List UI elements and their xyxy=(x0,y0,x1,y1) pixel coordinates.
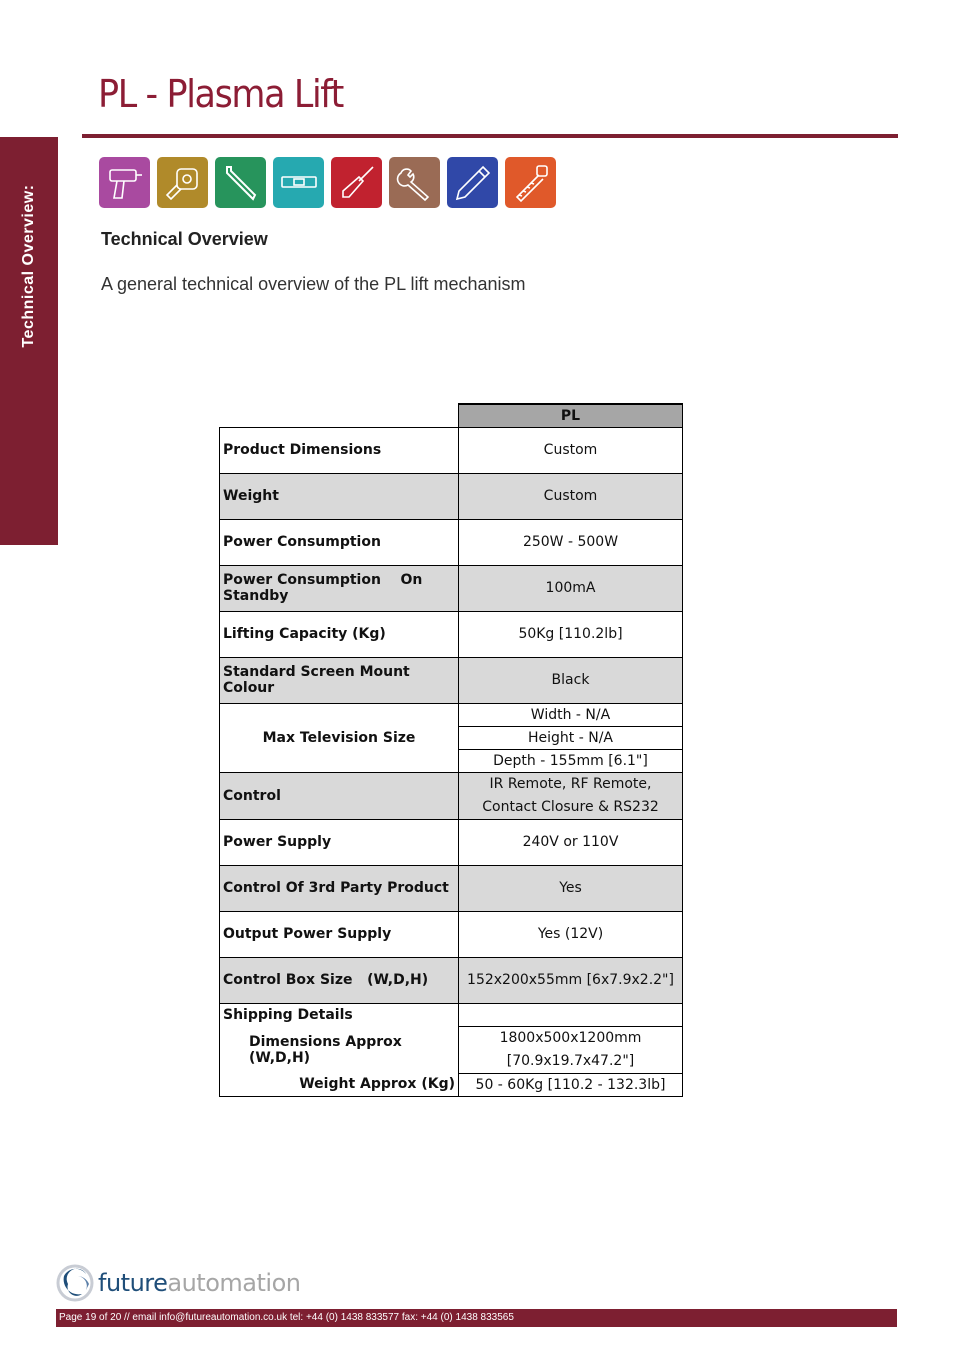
row-label: Shipping Details xyxy=(220,1003,459,1026)
table-row xyxy=(220,565,683,611)
table-row xyxy=(220,427,683,473)
row-value-control xyxy=(459,772,683,819)
row-value: Black xyxy=(459,657,683,703)
row-label: Power Consumption xyxy=(220,519,459,565)
value-line: [70.9x19.7x47.2"] xyxy=(506,1052,635,1069)
row-value: Yes (12V) xyxy=(459,911,683,957)
row-value: 100mA xyxy=(459,565,683,611)
table-row xyxy=(220,1003,683,1026)
table-row xyxy=(220,1073,683,1096)
page-title: PL - Plasma Lift xyxy=(98,72,343,116)
table-row xyxy=(220,473,683,519)
logo-wordmark xyxy=(98,1269,300,1297)
table-row xyxy=(220,657,683,703)
table-row xyxy=(220,519,683,565)
logo-word-automation: automation xyxy=(167,1269,301,1297)
label-part: On xyxy=(400,572,423,588)
row-label: Control Of 3rd Party Product xyxy=(220,865,459,911)
table-row xyxy=(220,611,683,657)
title-divider xyxy=(82,134,898,138)
footer-bar xyxy=(56,1309,897,1327)
screwdriver-icon xyxy=(331,157,382,208)
label-part: Power Consumption xyxy=(223,572,381,588)
row-label-standby xyxy=(220,565,459,611)
swirl-logo-icon xyxy=(56,1264,94,1302)
table-row xyxy=(220,772,683,819)
table-row xyxy=(220,703,683,726)
row-label: Weight xyxy=(220,473,459,519)
row-value: Custom xyxy=(459,427,683,473)
section-description: A general technical overview of the PL lift mechanism xyxy=(101,274,526,294)
row-value: Yes xyxy=(459,865,683,911)
table-row xyxy=(220,957,683,1003)
row-label: Product Dimensions xyxy=(220,427,459,473)
row-value: Depth - 155mm [6.1"] xyxy=(459,749,683,772)
spirit-level-icon xyxy=(273,157,324,208)
drill-icon xyxy=(99,157,150,208)
row-label: Weight Approx (Kg) xyxy=(220,1073,459,1096)
table-row xyxy=(220,865,683,911)
column-header-pl: PL xyxy=(459,404,683,427)
value-line: 1800x500x1200mm xyxy=(499,1029,642,1046)
row-value: 240V or 110V xyxy=(459,819,683,865)
table-row xyxy=(220,911,683,957)
table-row xyxy=(220,1026,683,1073)
allen-key-icon xyxy=(215,157,266,208)
row-label: Output Power Supply xyxy=(220,911,459,957)
row-value: 50Kg [110.2lb] xyxy=(459,611,683,657)
row-value-dimensions xyxy=(459,1026,683,1073)
value-line: IR Remote, RF Remote, xyxy=(489,775,652,792)
logo-word-future: future xyxy=(98,1269,168,1297)
row-label: Lifting Capacity (Kg) xyxy=(220,611,459,657)
row-value: 50 - 60Kg [110.2 - 132.3lb] xyxy=(459,1073,683,1096)
footer-text: Page 19 of 20 // email info@futureautomation.co.uk tel: +44 (0) 1438 833577 fax: +44 (0) 1438 833565 xyxy=(59,1312,514,1323)
label-part: Standby xyxy=(223,588,289,604)
row-value: 152x200x55mm [6x7.9x2.2"] xyxy=(459,957,683,1003)
company-logo xyxy=(56,1264,300,1302)
row-value: Custom xyxy=(459,473,683,519)
tape-measure-icon xyxy=(157,157,208,208)
table-row xyxy=(220,819,683,865)
tool-icon-row xyxy=(99,157,556,208)
row-value: Width - N/A xyxy=(459,703,683,726)
value-line: Contact Closure & RS232 xyxy=(482,798,659,815)
side-tab-label: Technical Overview: xyxy=(20,184,37,348)
row-label: Power Supply xyxy=(220,819,459,865)
table-header-row xyxy=(220,404,683,427)
row-label: Control xyxy=(220,772,459,819)
section-heading: Technical Overview xyxy=(101,229,268,249)
header-blank-cell xyxy=(220,404,459,427)
wrench-icon xyxy=(389,157,440,208)
row-value: 250W - 500W xyxy=(459,519,683,565)
row-label: Dimensions Approx (W,D,H) xyxy=(220,1026,459,1073)
spec-table xyxy=(219,403,683,1097)
row-value: Height - N/A xyxy=(459,726,683,749)
row-value-empty xyxy=(459,1003,683,1026)
row-label: Max Television Size xyxy=(220,703,459,772)
row-label: Control Box Size (W,D,H) xyxy=(220,957,459,1003)
row-label: Standard Screen Mount Colour xyxy=(220,657,459,703)
saw-icon xyxy=(505,157,556,208)
pencil-icon xyxy=(447,157,498,208)
